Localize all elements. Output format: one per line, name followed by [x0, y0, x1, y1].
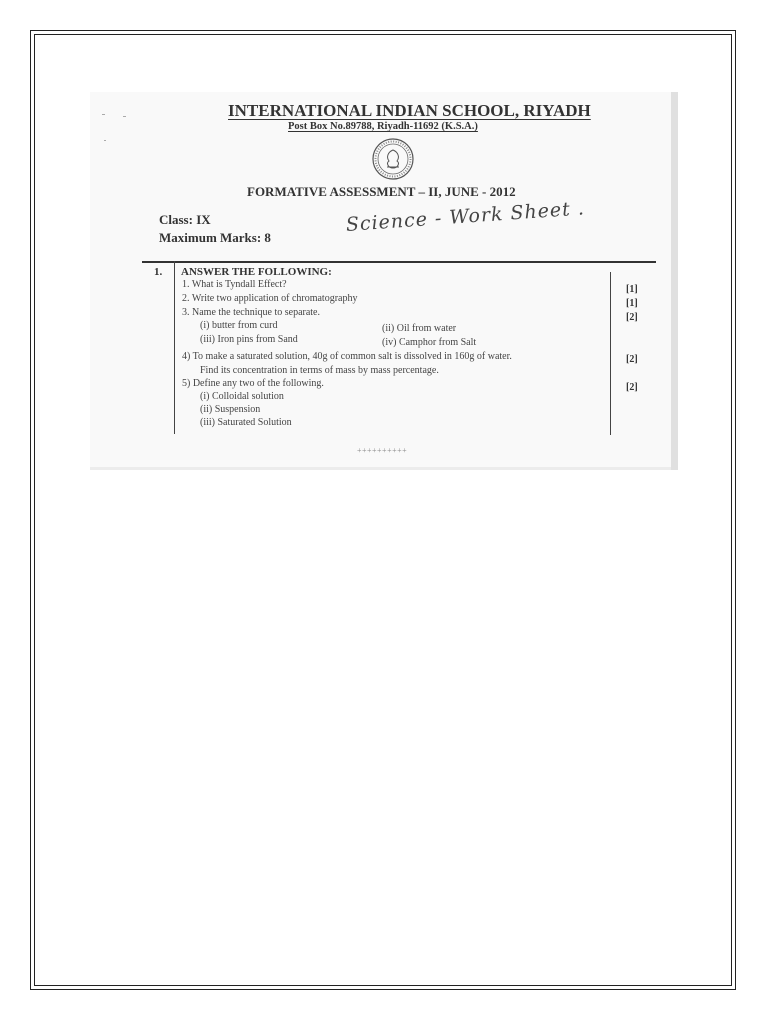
question-line: (ii) Oil from water	[382, 323, 457, 334]
school-seal-logo	[371, 137, 415, 181]
table-column-rule	[174, 261, 175, 434]
scan-speck	[123, 116, 126, 117]
marks-column-rule	[610, 272, 611, 435]
assessment-title: FORMATIVE ASSESSMENT – II, JUNE - 2012	[247, 184, 516, 199]
marks-label: [1]	[626, 298, 638, 309]
question-line: (ii) Suspension	[200, 404, 261, 415]
question-line: (iii) Iron pins from Sand	[200, 334, 298, 345]
question-line: 4) To make a saturated solution, 40g of common salt is dissolved in 160g of water.	[182, 351, 512, 362]
marks-label: [2]	[626, 382, 638, 393]
handwritten-note: Science - Work Sheet .	[345, 197, 586, 236]
question-line: 5) Define any two of the following.	[182, 378, 324, 389]
scanned-worksheet	[90, 92, 678, 470]
section-heading: ANSWER THE FOLLOWING:	[181, 266, 332, 278]
question-line: 2. Write two application of chromatography	[182, 293, 358, 304]
question-line: (iii) Saturated Solution	[200, 417, 292, 428]
question-line: (i) butter from curd	[200, 320, 278, 331]
maximum-marks: Maximum Marks: 8	[159, 230, 271, 245]
question-line: (i) Colloidal solution	[200, 391, 284, 402]
footer-separator: ++++++++++	[357, 446, 408, 455]
table-top-rule	[142, 261, 656, 263]
school-address: Post Box No.89788, Riyadh-11692 (K.S.A.)	[288, 121, 478, 132]
question-line: Find its concentration in terms of mass by mass percentage.	[200, 365, 439, 376]
question-line: 1. What is Tyndall Effect?	[182, 279, 287, 290]
marks-label: [2]	[626, 312, 638, 323]
section-number: 1.	[154, 266, 163, 278]
question-line: 3. Name the technique to separate.	[182, 307, 320, 318]
marks-label: [1]	[626, 284, 638, 295]
marks-label: [2]	[626, 354, 638, 365]
scan-speck	[104, 140, 106, 141]
scan-speck	[102, 114, 105, 115]
question-line: (iv) Camphor from Salt	[382, 337, 477, 348]
class-label: Class: IX	[159, 212, 211, 227]
school-name: INTERNATIONAL INDIAN SCHOOL, RIYADH	[228, 101, 591, 120]
